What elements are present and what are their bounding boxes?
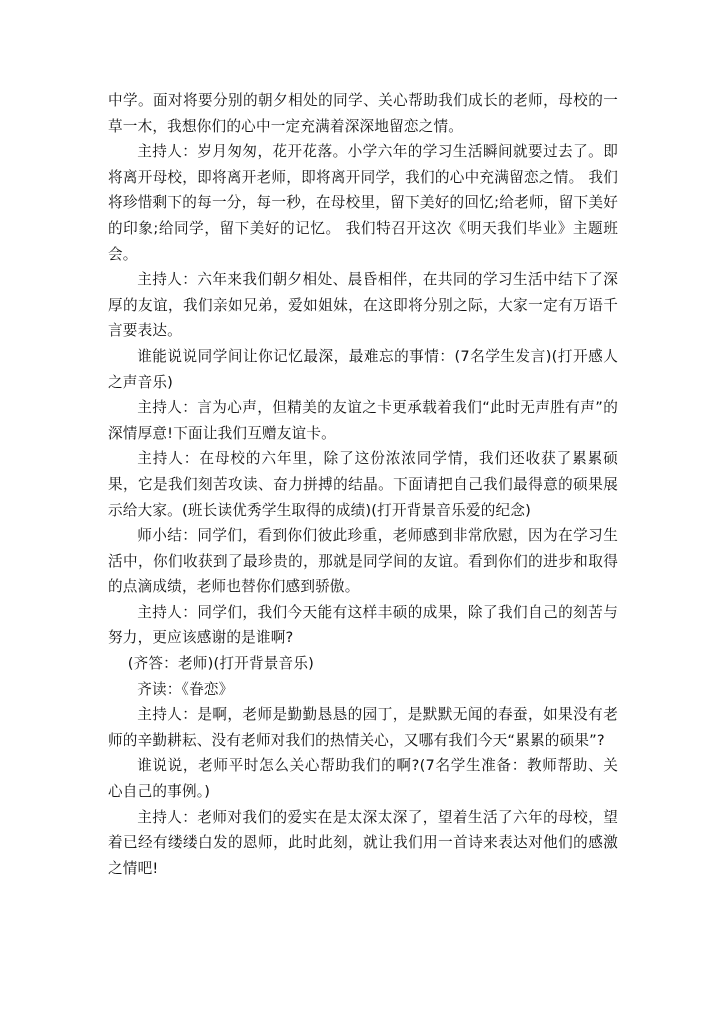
paragraph-12: 谁说说，老师平时怎么关心帮助我们的啊?(7名学生准备：教师帮助、关心自己的事例。) xyxy=(108,757,618,801)
paragraph-4: 谁能说说同学间让你记忆最深，最难忘的事情：(7名学生发言)(打开感人之声音乐) xyxy=(108,347,618,391)
paragraph-3: 主持人：六年来我们朝夕相处、晨昏相伴，在共同的学习生活中结下了深厚的友谊，我们亲如兄弟，爱如姐妹，在这即将分别之际，大家一定有万语千言要表达。 xyxy=(108,271,618,340)
paragraph-8: 主持人：同学们，我们今天能有这样丰硕的成果，除了我们自己的刻苦与努力，更应该感谢的是谁啊? xyxy=(108,603,618,647)
document-body xyxy=(108,88,618,881)
paragraph-6: 主持人：在母校的六年里，除了这份浓浓同学情，我们还收获了累累硕果，它是我们刻苦攻读、奋力拼搏的结晶。下面请把自己我们最得意的硕果展示给大家。(班长读优秀学生取得的成绩)(打开背景音乐爱的纪念) xyxy=(108,450,618,519)
paragraph-2: 主持人：岁月匆匆，花开花落。小学六年的学习生活瞬间就要过去了。即将离开母校，即将离开老师，即将离开同学，我们的心中充满留恋之情。 我们将珍惜剩下的每一分，每一秒，在母校里，留下美好的回忆;给老师，留下美好的印象;给同学，留下美好的记忆。 我们特召开这次《明天我们毕业》主题班会。 xyxy=(108,143,618,263)
paragraph-9: (齐答：老师)(打开背景音乐) xyxy=(127,655,315,673)
paragraph-13: 主持人：老师对我们的爱实在是太深太深了，望着生活了六年的母校，望着已经有缕缕白发的恩师，此时此刻，就让我们用一首诗来表达对他们的感激之情吧! xyxy=(108,808,618,877)
paragraph-1: 中学。面对将要分别的朝夕相处的同学、关心帮助我们成长的老师，母校的一草一木，我想你们的心中一定充满着深深地留恋之情。 xyxy=(108,92,618,135)
paragraph-5: 主持人：言为心声，但精美的友谊之卡更承载着我们“此时无声胜有声”的深情厚意!下面让我们互赠友谊卡。 xyxy=(108,399,618,442)
paragraph-10: 齐读：《眷恋》 xyxy=(137,680,234,698)
paragraph-7: 师小结：同学们，看到你们彼此珍重，老师感到非常欣慰，因为在学习生活中，你们收获到了最珍贵的，那就是同学间的友谊。看到你们的进步和取得的点滴成绩，老师也替你们感到骄傲。 xyxy=(108,527,618,596)
paragraph-11: 主持人：是啊，老师是勤勤恳恳的园丁，是默默无闻的春蚕，如果没有老师的辛勤耕耘、没有老师对我们的热情关心，又哪有我们今天“累累的硕果”? xyxy=(108,706,618,749)
